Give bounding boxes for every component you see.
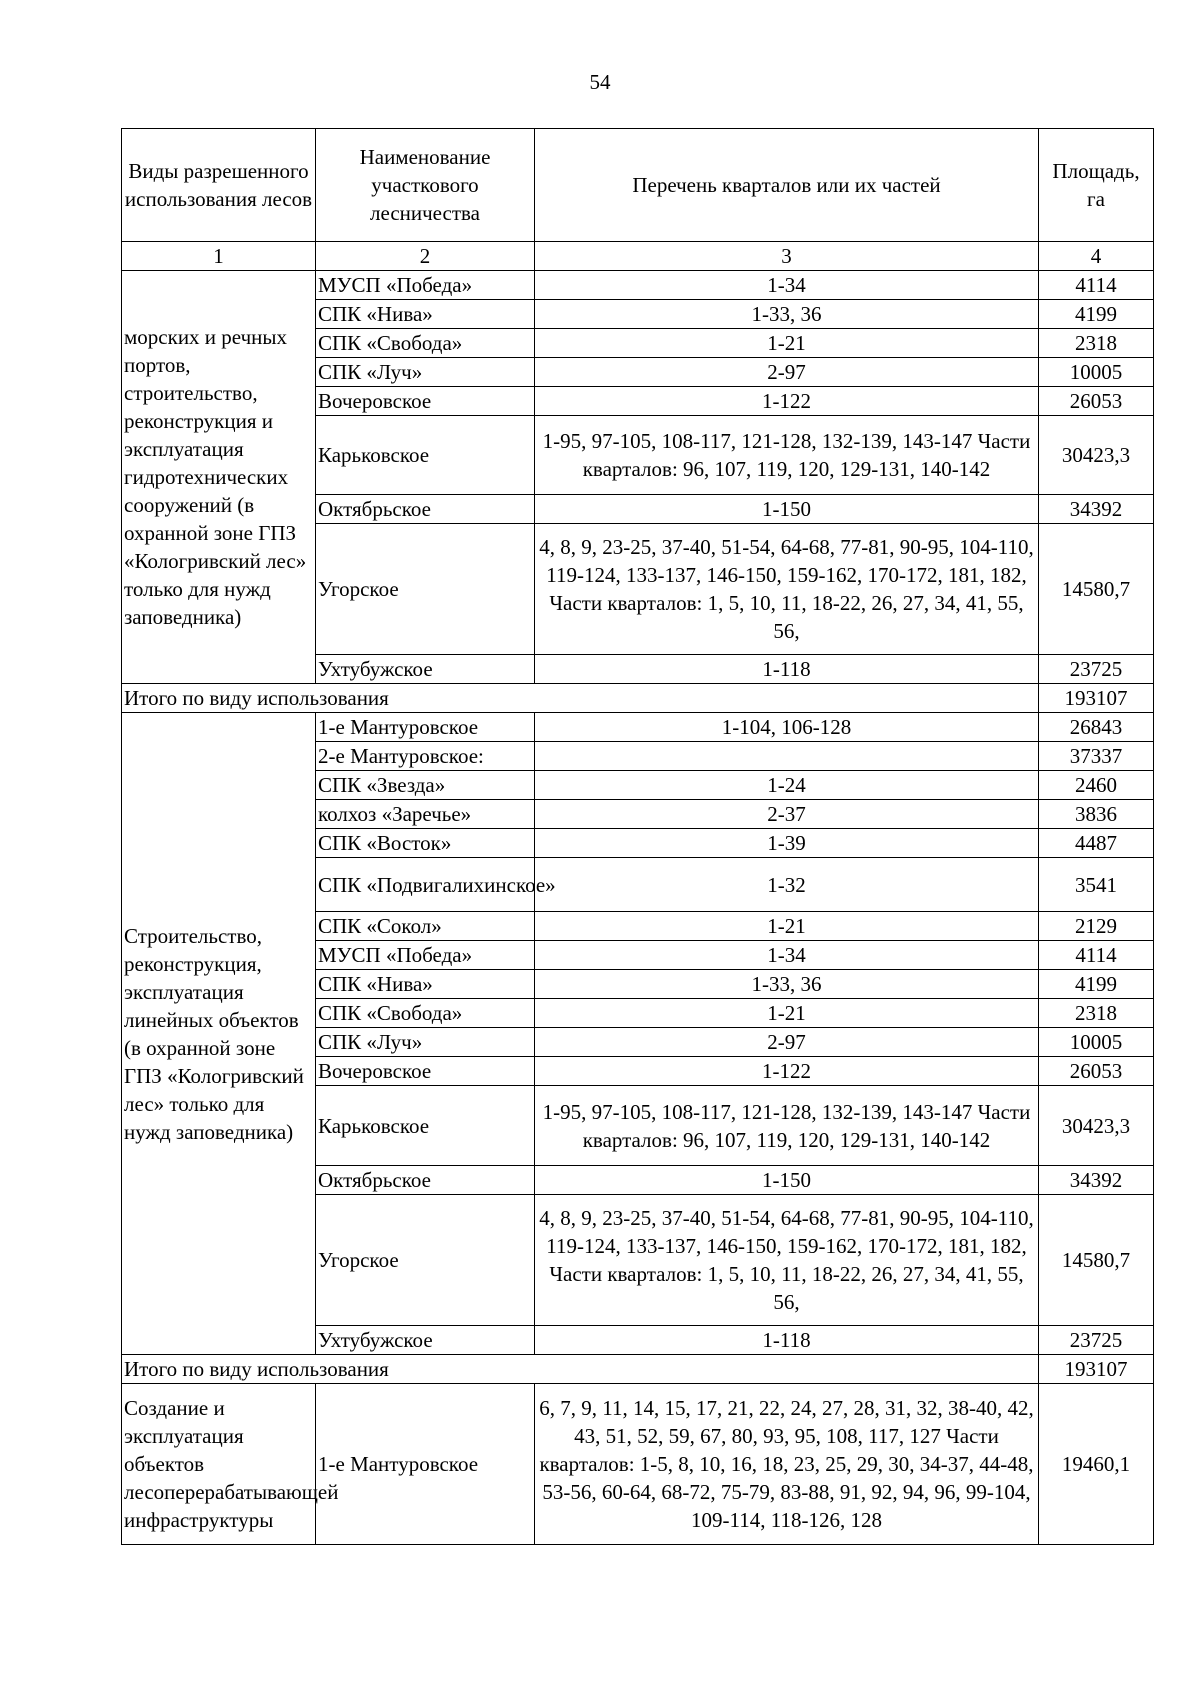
forestry-name-cell: СПК «Подвигалихинское»: [316, 858, 535, 912]
area-cell: 4199: [1039, 970, 1154, 999]
forestry-name-cell: Вочеровское: [316, 1057, 535, 1086]
total-label: Итого по виду использования: [122, 684, 1039, 713]
quarters-cell: 1-150: [535, 1166, 1039, 1195]
quarters-cell: 1-104, 106-128: [535, 713, 1039, 742]
table-row: [122, 1384, 1154, 1545]
quarters-cell: 1-21: [535, 912, 1039, 941]
area-cell: 34392: [1039, 495, 1154, 524]
forestry-name-cell: СПК «Луч»: [316, 1028, 535, 1057]
header-forestry-name: Наименование участкового лесничества: [316, 129, 535, 242]
use-kind-cell: Строительство, реконструкция, эксплуатация линейных объектов (в охранной зоне ГПЗ «Кологривский лес» только для нужд заповедника): [122, 713, 316, 1355]
quarters-cell: 4, 8, 9, 23-25, 37-40, 51-54, 64-68, 77-81, 90-95, 104-110, 119-124, 133-137, 146-150, 159-162, 170-172, 181, 182, Части кварталов: 1, 5, 10, 11, 18-22, 26, 27, 34, 41, 55, 56,: [535, 1195, 1039, 1326]
quarters-cell: 1-33, 36: [535, 300, 1039, 329]
area-cell: 26053: [1039, 1057, 1154, 1086]
area-cell: 4114: [1039, 941, 1154, 970]
forestry-name-cell: Ухтубужское: [316, 655, 535, 684]
forestry-name-cell: СПК «Нива»: [316, 970, 535, 999]
forest-use-table: [121, 128, 1154, 1545]
total-value: 193107: [1039, 684, 1154, 713]
forestry-name-cell: 1-е Мантуровское: [316, 713, 535, 742]
column-number: 4: [1039, 242, 1154, 271]
header-quarters: Перечень кварталов или их частей: [535, 129, 1039, 242]
quarters-cell: 1-32: [535, 858, 1039, 912]
table-row: [122, 271, 1154, 300]
area-cell: 2460: [1039, 771, 1154, 800]
forestry-name-cell: Ухтубужское: [316, 1326, 535, 1355]
forestry-name-cell: Октябрьское: [316, 1166, 535, 1195]
area-cell: 2129: [1039, 912, 1154, 941]
forestry-name-cell: СПК «Луч»: [316, 358, 535, 387]
area-cell: 4114: [1039, 271, 1154, 300]
area-cell: 4487: [1039, 829, 1154, 858]
quarters-cell: 1-33, 36: [535, 970, 1039, 999]
quarters-cell: 1-95, 97-105, 108-117, 121-128, 132-139, 143-147 Части кварталов: 96, 107, 119, 120, 129-131, 140-142: [535, 416, 1039, 495]
total-row: [122, 684, 1154, 713]
area-cell: 14580,7: [1039, 1195, 1154, 1326]
forestry-name-cell: СПК «Звезда»: [316, 771, 535, 800]
area-cell: 3836: [1039, 800, 1154, 829]
forestry-name-cell: Октябрьское: [316, 495, 535, 524]
forestry-name-cell: 2-е Мантуровское:: [316, 742, 535, 771]
page-number: 54: [589, 70, 611, 94]
quarters-cell: 1-122: [535, 387, 1039, 416]
total-label: Итого по виду использования: [122, 1355, 1039, 1384]
forestry-name-cell: Карьковское: [316, 1086, 535, 1166]
quarters-cell: 1-24: [535, 771, 1039, 800]
quarters-cell: 1-21: [535, 999, 1039, 1028]
area-cell: 14580,7: [1039, 524, 1154, 655]
use-kind-cell: Создание и эксплуатация объектов лесоперерабатывающей инфраструктуры: [122, 1384, 316, 1545]
quarters-cell: 1-118: [535, 1326, 1039, 1355]
quarters-cell: 1-34: [535, 941, 1039, 970]
area-cell: 30423,3: [1039, 416, 1154, 495]
area-cell: 2318: [1039, 999, 1154, 1028]
forestry-name-cell: Карьковское: [316, 416, 535, 495]
forestry-name-cell: 1-е Мантуровское: [316, 1384, 535, 1545]
area-cell: 34392: [1039, 1166, 1154, 1195]
forestry-name-cell: СПК «Восток»: [316, 829, 535, 858]
area-cell: 2318: [1039, 329, 1154, 358]
area-cell: 3541: [1039, 858, 1154, 912]
column-number: 2: [316, 242, 535, 271]
quarters-cell: 2-37: [535, 800, 1039, 829]
area-cell: 30423,3: [1039, 1086, 1154, 1166]
forestry-name-cell: МУСП «Победа»: [316, 941, 535, 970]
header-row: [122, 129, 1154, 242]
quarters-cell: 1-118: [535, 655, 1039, 684]
quarters-cell: 4, 8, 9, 23-25, 37-40, 51-54, 64-68, 77-81, 90-95, 104-110, 119-124, 133-137, 146-150, 159-162, 170-172, 181, 182, Части кварталов: 1, 5, 10, 11, 18-22, 26, 27, 34, 41, 55, 56,: [535, 524, 1039, 655]
forestry-name-cell: МУСП «Победа»: [316, 271, 535, 300]
quarters-cell: 6, 7, 9, 11, 14, 15, 17, 21, 22, 24, 27, 28, 31, 32, 38-40, 42, 43, 51, 52, 59, 67, 80, 93, 95, 108, 117, 127 Части кварталов: 1-5, 8, 10, 16, 18, 23, 25, 29, 30, 34-37, 44-48, 53-56, 60-64, 68-72, 75-79, 83-88, 91, 92, 94, 96, 99-104, 109-114, 118-126, 128: [535, 1384, 1039, 1545]
area-cell: 4199: [1039, 300, 1154, 329]
area-cell: 26053: [1039, 387, 1154, 416]
forestry-name-cell: колхоз «Заречье»: [316, 800, 535, 829]
quarters-cell: 1-95, 97-105, 108-117, 121-128, 132-139, 143-147 Части кварталов: 96, 107, 119, 120, 129-131, 140-142: [535, 1086, 1039, 1166]
forestry-name-cell: Вочеровское: [316, 387, 535, 416]
header-use-kind: Виды разрешенного использования лесов: [122, 129, 316, 242]
total-row: [122, 1355, 1154, 1384]
quarters-cell: 2-97: [535, 358, 1039, 387]
quarters-cell: [535, 742, 1039, 771]
column-number: 1: [122, 242, 316, 271]
area-cell: 10005: [1039, 1028, 1154, 1057]
quarters-cell: 1-122: [535, 1057, 1039, 1086]
forestry-name-cell: СПК «Свобода»: [316, 329, 535, 358]
forestry-name-cell: Угорское: [316, 1195, 535, 1326]
column-number: 3: [535, 242, 1039, 271]
forestry-name-cell: СПК «Свобода»: [316, 999, 535, 1028]
quarters-cell: 2-97: [535, 1028, 1039, 1057]
area-cell: 26843: [1039, 713, 1154, 742]
area-cell: 23725: [1039, 655, 1154, 684]
use-kind-cell: морских и речных портов, строительство, реконструкция и эксплуатация гидротехнических сооружений (в охранной зоне ГПЗ «Кологривский лес» только для нужд заповедника): [122, 271, 316, 684]
area-cell: 37337: [1039, 742, 1154, 771]
total-value: 193107: [1039, 1355, 1154, 1384]
forestry-name-cell: Угорское: [316, 524, 535, 655]
table-row: [122, 713, 1154, 742]
quarters-cell: 1-21: [535, 329, 1039, 358]
quarters-cell: 1-34: [535, 271, 1039, 300]
area-cell: 23725: [1039, 1326, 1154, 1355]
area-cell: 10005: [1039, 358, 1154, 387]
forestry-name-cell: СПК «Нива»: [316, 300, 535, 329]
quarters-cell: 1-39: [535, 829, 1039, 858]
header-area: Площадь, га: [1039, 129, 1154, 242]
forestry-name-cell: СПК «Сокол»: [316, 912, 535, 941]
quarters-cell: 1-150: [535, 495, 1039, 524]
area-cell: 19460,1: [1039, 1384, 1154, 1545]
column-number-row: [122, 242, 1154, 271]
